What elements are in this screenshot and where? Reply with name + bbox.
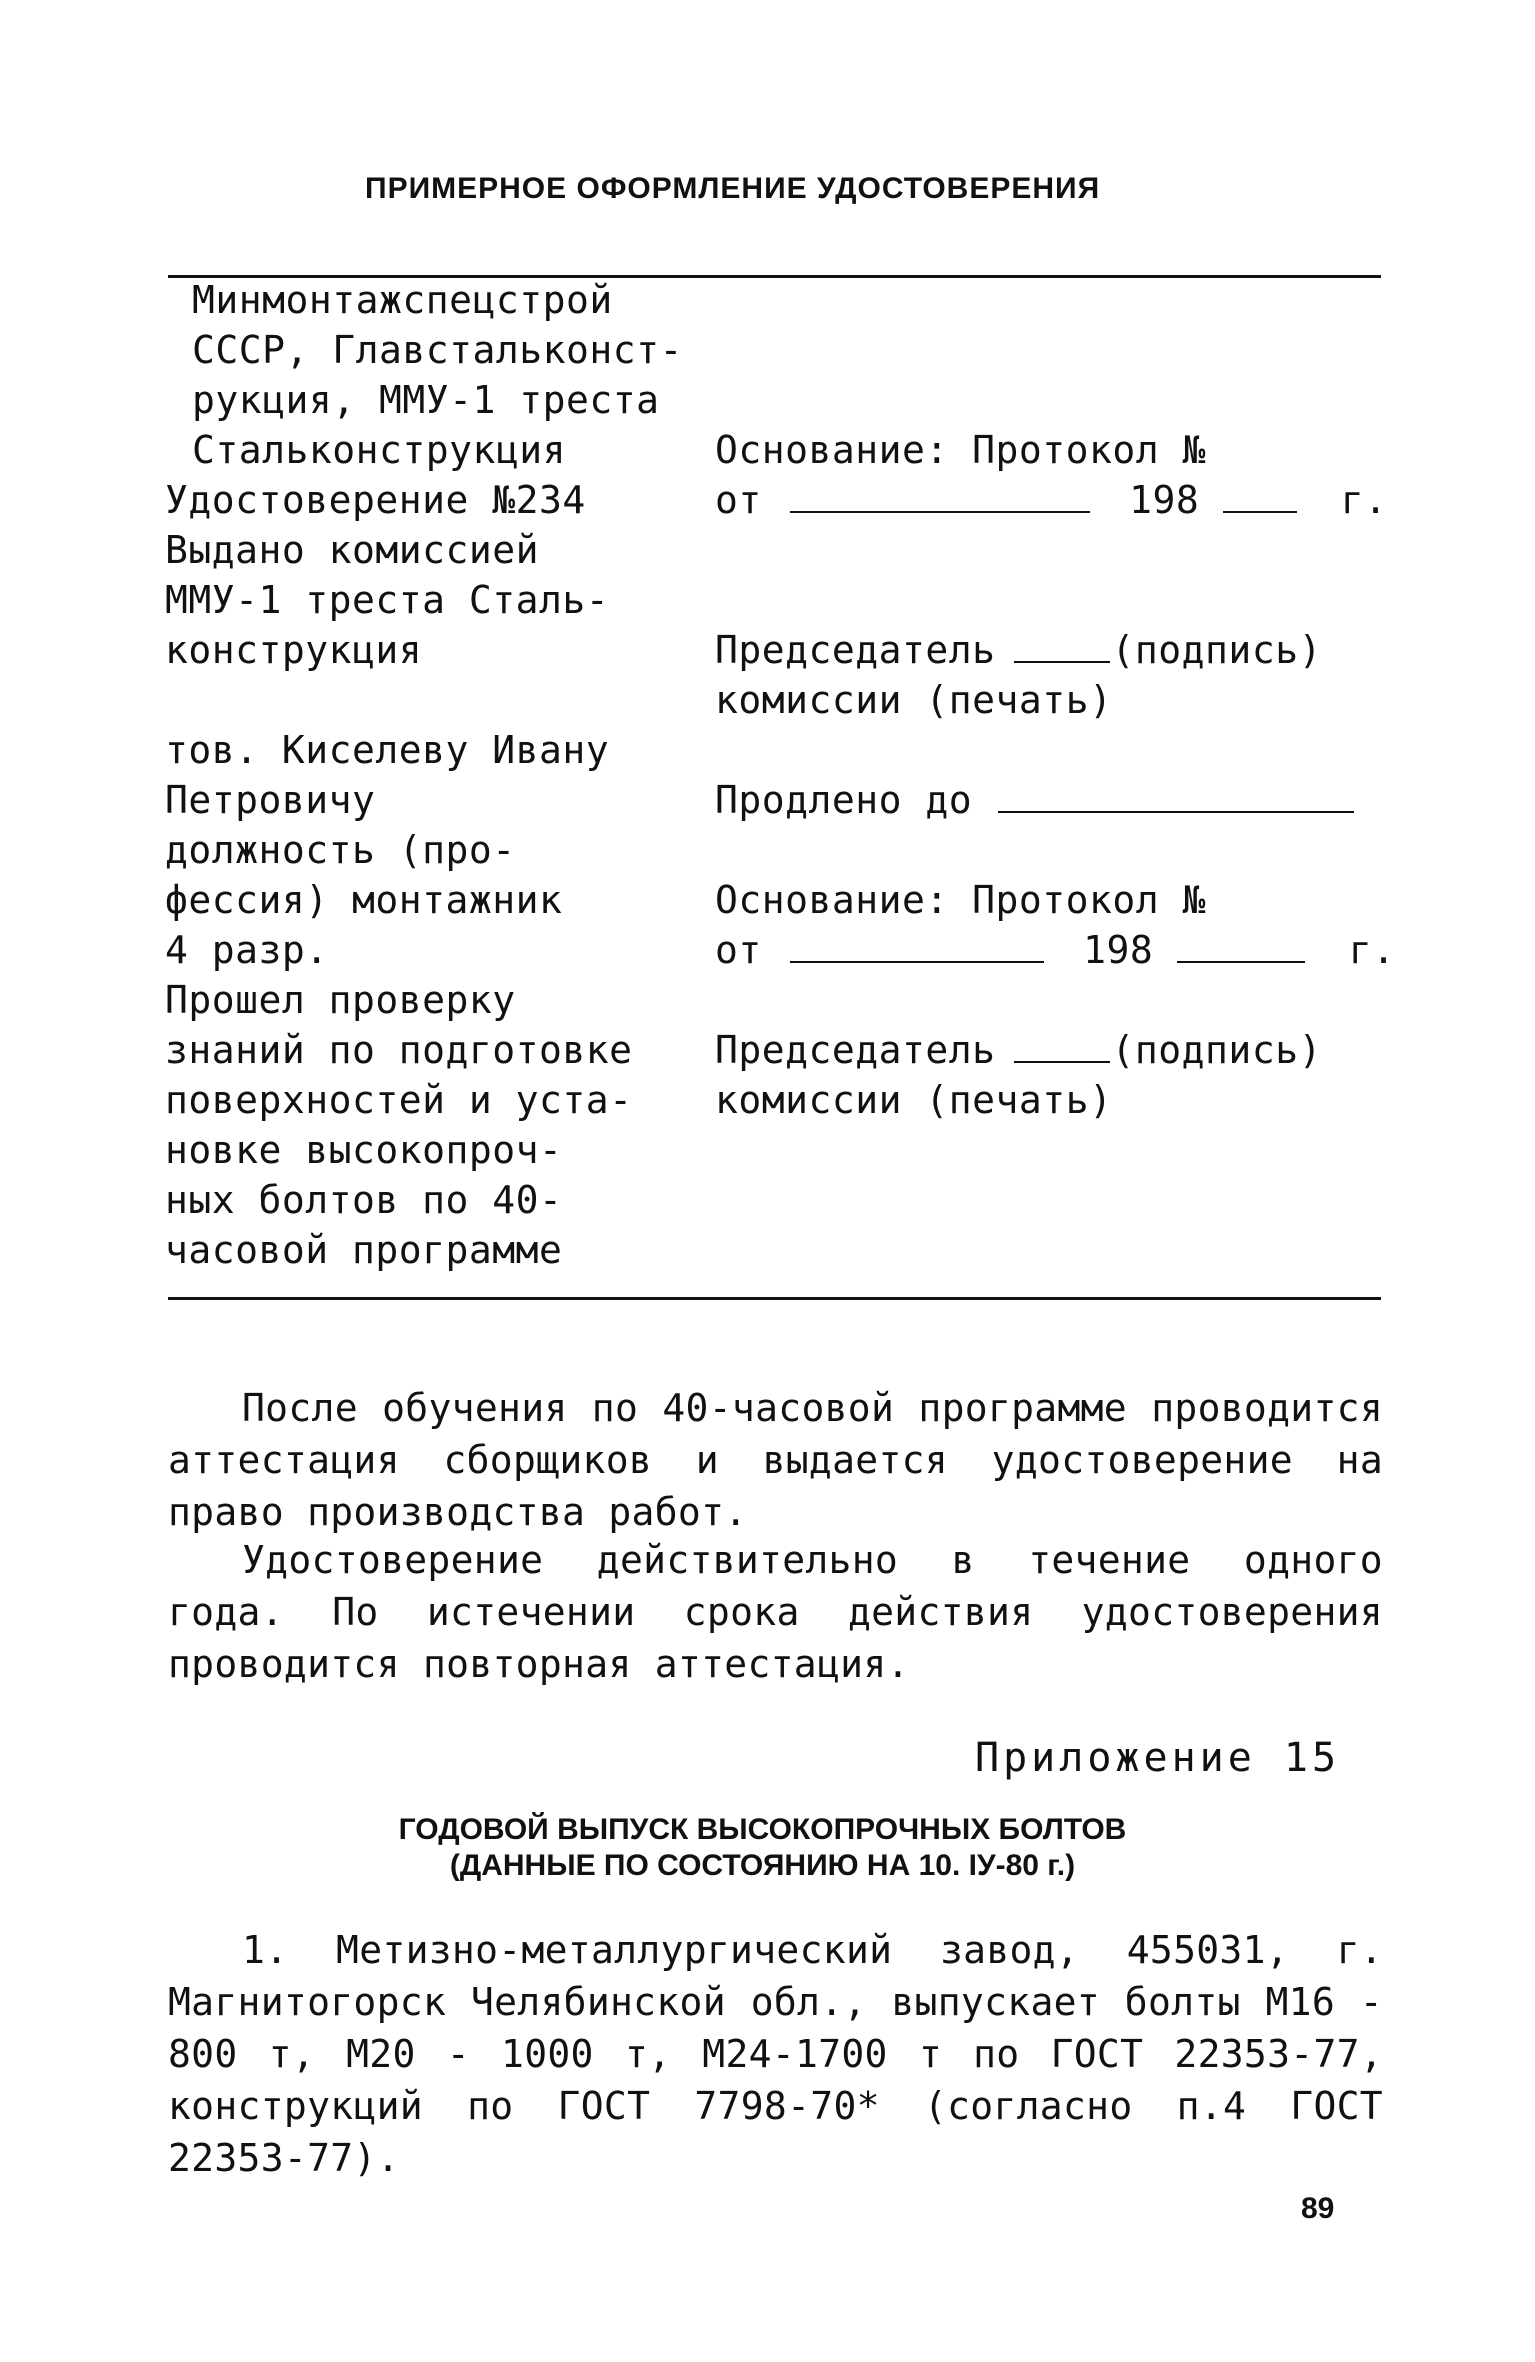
chairman-label: Председатель — [715, 1028, 996, 1072]
commission-line-1 — [715, 675, 1112, 725]
cert-line: ных болтов по 40- — [165, 1178, 563, 1222]
page-number: 89 — [1301, 2192, 1335, 2225]
year-label: 198 — [1129, 478, 1200, 522]
from-label: от — [715, 928, 762, 972]
commission-label: комиссии — [715, 1078, 903, 1122]
cert-line: СССР, Главстальконст- — [192, 328, 683, 372]
signature-label: (подпись) — [1111, 1028, 1322, 1072]
appendix-label: Приложение 15 — [975, 1735, 1341, 1781]
year-suffix: г. — [1340, 478, 1388, 522]
signature-blank — [1014, 1025, 1110, 1063]
paragraph-text: Удостоверение действительно в течение одного года. По истечении срока действия удостоверения проводится повторная аттестация. — [168, 1538, 1383, 1686]
page-heading: ПРИМЕРНОЕ ОФОРМЛЕНИЕ УДОСТОВЕРЕНИЯ — [365, 172, 1101, 205]
chairman-line-2 — [715, 1025, 1322, 1075]
year-label: 198 — [1083, 928, 1154, 972]
cert-line: Прошел проверку — [165, 978, 516, 1022]
cert-line: рукция, ММУ-1 треста — [192, 378, 660, 422]
date-line-1 — [715, 475, 1387, 525]
extended-blank — [998, 775, 1354, 813]
signature-label: (подпись) — [1111, 628, 1322, 672]
cert-line: Стальконструкция — [192, 428, 567, 472]
cert-line: Минмонтажспецстрой — [192, 278, 613, 322]
chairman-label: Председатель — [715, 628, 996, 672]
cert-line: новке высокопроч- — [165, 1128, 563, 1172]
cert-line: Петровичу — [165, 778, 376, 822]
basis-protocol-1: Основание: Протокол № — [715, 428, 1206, 472]
stamp-label: (печать) — [925, 678, 1113, 722]
date-blank — [790, 925, 1044, 963]
bottom-rule — [168, 1297, 1381, 1300]
cert-line: 4 разр. — [165, 928, 329, 972]
paragraph-validity — [168, 1534, 1383, 1690]
cert-line: должность (про- — [165, 828, 516, 872]
commission-label: комиссии — [715, 678, 903, 722]
paragraph-after-training — [168, 1382, 1383, 1538]
year-blank — [1177, 925, 1305, 963]
appendix-title-line: ГОДОВОЙ ВЫПУСК ВЫСОКОПРОЧНЫХ БОЛТОВ — [398, 1813, 1127, 1846]
stamp-label: (печать) — [925, 1078, 1113, 1122]
cert-line: фессия) монтажник — [165, 878, 563, 922]
appendix-item-1 — [168, 1924, 1383, 2184]
chairman-line-1 — [715, 625, 1322, 675]
cert-line: ММУ-1 треста Сталь- — [165, 578, 610, 622]
year-suffix: г. — [1348, 928, 1396, 972]
extended-label: Продлено до — [715, 778, 973, 822]
cert-line: знаний по подготовке — [165, 1028, 633, 1072]
cert-line: поверхностей и уста- — [165, 1078, 633, 1122]
extended-line — [715, 775, 1358, 825]
date-line-2 — [715, 925, 1395, 975]
year-blank — [1223, 475, 1297, 513]
cert-line: Выдано комиссией — [165, 528, 540, 572]
from-label: от — [715, 478, 762, 522]
cert-line: конструкция — [165, 628, 423, 672]
cert-line: часовой программе — [165, 1228, 563, 1272]
commission-line-2 — [715, 1075, 1112, 1125]
basis-protocol-2: Основание: Протокол № — [715, 878, 1206, 922]
signature-blank — [1014, 625, 1110, 663]
appendix-title-line: (ДАННЫЕ ПО СОСТОЯНИЮ НА 10. IУ-80 г.) — [449, 1849, 1076, 1882]
cert-line: Удостоверение №234 — [165, 478, 586, 522]
date-blank — [790, 475, 1090, 513]
paragraph-text: После обучения по 40-часовой программе проводится аттестация сборщиков и выдается удостоверение на право производства работ. — [168, 1386, 1383, 1534]
appendix-item-text: 1. Метизно-металлургический завод, 455031, г. Магнитогорск Челябинской обл., выпускает болты М16 - 800 т, М20 - 1000 т, М24-1700 т по ГОСТ 22353-77, конструкций по ГОСТ 7798-70* (согласно п.4 ГОСТ 22353-77). — [168, 1928, 1383, 2180]
appendix-title — [340, 1812, 1185, 1884]
cert-line: тов. Киселеву Ивану — [165, 728, 610, 772]
